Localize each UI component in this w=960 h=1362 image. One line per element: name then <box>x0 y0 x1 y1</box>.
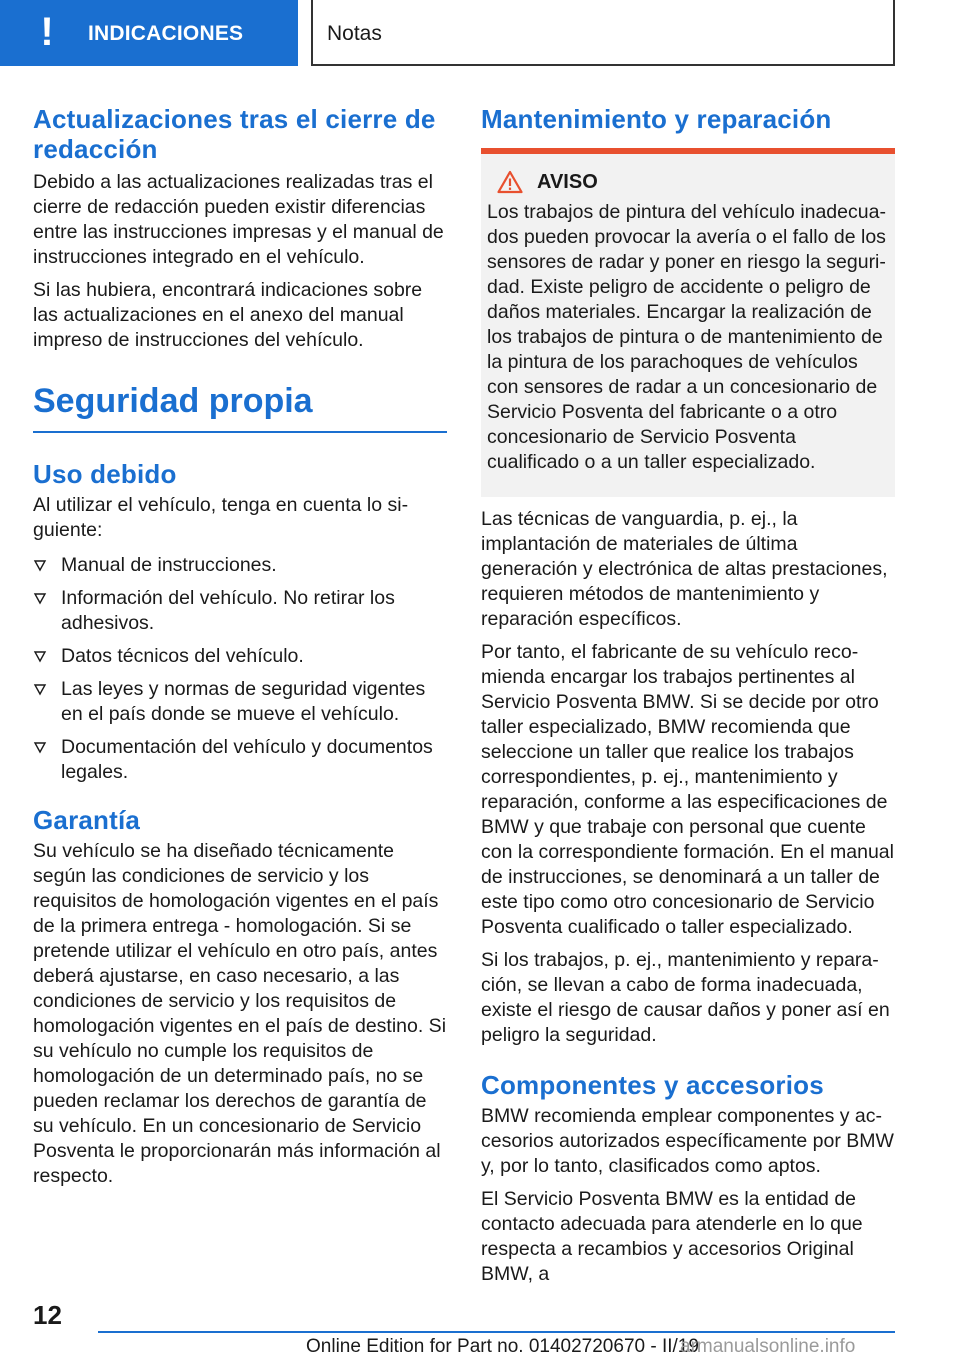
footer-edition: Online Edition for Part no. 01402720670 - II/19 <box>306 1336 699 1357</box>
footer-rule <box>98 1331 895 1333</box>
use-intro: Al utilizar el vehículo, tenga en cuenta lo siguiente: <box>33 494 409 541</box>
warning-header <box>497 170 889 194</box>
updates-heading: Actualizaciones tras el cierre de redacción <box>33 104 436 164</box>
warning-box <box>481 148 895 497</box>
list-item: Las leyes y normas de seguridad vigentes en el país donde se mueve el vehículo. <box>33 677 447 727</box>
maintenance-heading: Mantenimiento y reparación <box>481 104 832 134</box>
components-heading: Componentes y accesorios <box>481 1070 824 1100</box>
bullet-triangle-icon <box>33 648 47 664</box>
components-paragraph-2: El Servicio Posventa BMW es la entidad de contacto adecuada para atenderle en lo que respecta a recambios y accesorios Original BMW, a <box>481 1188 863 1285</box>
bullet-triangle-icon <box>33 739 47 755</box>
updates-paragraph-2: Si las hubiera, encontrará indicaciones sobre las actualizaciones en el anexo del manual impreso de instrucciones del vehículo. <box>33 279 423 351</box>
notes-label: Notas <box>327 22 382 45</box>
maintenance-paragraph-2: Por tanto, el fabricante de su vehículo recomienda encargar los trabajos pertinentes al Servicio Posventa BMW. Si se decide por otro taller especializado, BMW recomienda que seleccione un taller que realice los trabajos correspondientes, p. ej., mantenimiento y reparación, conforme a las especificaciones de BMW y que trabaje con personal que cuente con la correspondiente formación. En el manual de instrucciones, se denominará a un taller de este tipo como otro concesionario de Servicio Posventa cualificado o taller especializado. <box>481 641 894 938</box>
bullet-triangle-icon <box>33 590 47 606</box>
list-item: Datos técnicos del vehículo. <box>33 644 447 669</box>
warning-triangle-icon <box>497 170 523 194</box>
list-item: Información del vehículo. No retirar los adhesivos. <box>33 586 447 636</box>
bullet-triangle-icon <box>33 681 47 697</box>
section-tab <box>0 0 298 66</box>
components-paragraph-1: BMW recomienda emplear componentes y accesorios autorizados específicamente por BMW y, por lo tanto, clasificados como aptos. <box>481 1105 894 1177</box>
list-item: Manual de instrucciones. <box>33 553 447 578</box>
safety-heading: Seguridad propia <box>33 382 313 420</box>
page-header <box>0 0 960 66</box>
maintenance-paragraph-3: Si los trabajos, p. ej., mantenimiento y reparación, se llevan a cabo de forma inadecuada, existe el riesgo de causar daños y poner así en peligro la seguridad. <box>481 949 890 1046</box>
warranty-paragraph: Su vehículo se ha diseñado técnicamente según las condiciones de servicio y los requisitos de homologación vigentes en el país de la primera entrega - homologación. Si se pretende utilizar el vehículo en otro país, antes deberá ajustarse, en caso necesario, a las condiciones de servicio y los requisitos de homologación vigentes en el país de destino. Si su vehículo no cumple los requisitos de homologación de un determinado país, no se pueden reclamar los derechos de garantía de su vehículo. En un concesionario de Servicio Posventa le proporcionarán más información al respecto. <box>33 840 447 1187</box>
warning-title: AVISO <box>537 170 598 193</box>
page-number: 12 <box>33 1300 62 1330</box>
warning-text: Los trabajos de pintura del vehículo inadecuados pueden provocar la avería o el fallo de los sensores de radar y poner en riesgo la seguridad. Existe peligro de accidente o peligro de daños materiales. Encargar la realización de los trabajos de pintura o de mantenimiento de la pintura de los parachoques de vehículos con sensores de radar a un concesionario de Servicio Posventa del fabricante o a otro concesionario de Servicio Posventa cualificado o a un taller especializado. <box>487 201 886 473</box>
safety-heading-rule <box>33 431 447 433</box>
right-column <box>481 100 895 1287</box>
notes-box <box>311 0 895 66</box>
updates-paragraph-1: Debido a las actualizaciones realizadas tras el cierre de redacción pueden existir diferencias entre las instrucciones impresas y el manual de instrucciones integrado en el vehículo. <box>33 171 444 268</box>
bullet-triangle-icon <box>33 557 47 573</box>
list-item: Documentación del vehículo y documentos legales. <box>33 735 447 785</box>
left-column <box>33 100 447 1189</box>
exclamation-icon: ! <box>40 10 54 54</box>
warranty-heading: Garantía <box>33 805 141 835</box>
footer-watermark: armanualsonline.info <box>680 1336 856 1357</box>
maintenance-paragraph-1: Las técnicas de vanguardia, p. ej., la implantación de materiales de última generación y electrónica de altas prestaciones, requieren métodos de mantenimiento y reparación específicos. <box>481 508 888 630</box>
use-list <box>33 553 447 785</box>
use-heading: Uso debido <box>33 459 177 489</box>
section-title: INDICACIONES <box>88 22 244 45</box>
